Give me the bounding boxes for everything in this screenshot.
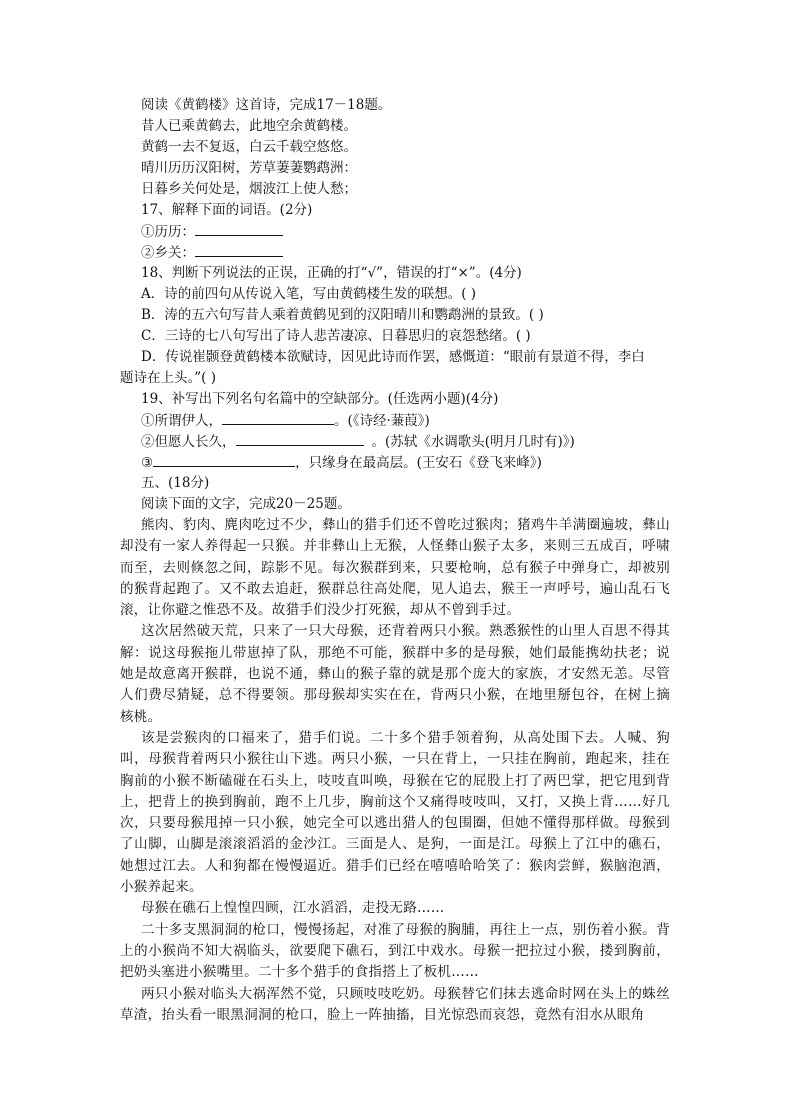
answer-blank[interactable]: [195, 221, 283, 236]
q17-item-2: [120, 242, 670, 263]
q19-item-2: [120, 431, 670, 452]
q18-option-c: C．三诗的七八句写出了诗人悲苦凄凉、日暮思归的哀怨愁绪。( ): [141, 328, 531, 344]
poem-line-4: 日暮乡关何处是，烟波江上使人愁；: [141, 181, 357, 197]
q18-option-d-line-1: D．传说崔颢登黄鹤楼本欲赋诗，因见此诗而作罢，感慨道：“眼前有景道不得，李白: [141, 349, 645, 365]
q19-stem: 19、补写出下列名句名篇中的空缺部分。(任选两小题)(4分): [141, 391, 499, 407]
q18-option-b: B．涛的五六句写昔人乘着黄鹤见到的汉阳晴川和鹦鹉洲的景致。( ): [141, 307, 544, 323]
answer-blank[interactable]: [236, 431, 364, 446]
passage-paragraph-5: 二十多支黑洞洞的枪口，慢慢扬起，对准了母猴的胸脯，再往上一点，别伤着小猴。背上的小猴尚不知大祸临头，欲要爬下礁石，到江中戏水。母猴一把拉过小猴，搂到胸前，把奶头塞进小猴嘴里。二十多个猎手的食指搭上了板机……: [120, 921, 670, 981]
q19-item-1: [120, 410, 670, 431]
q17-item-1: [120, 221, 670, 242]
passage-paragraph-4: 母猴在礁石上惶惶四顾，江水滔滔，走投无路……: [141, 900, 445, 917]
q19-item-3-post: ，只缘身在最高层。(王安石《登飞来峰》): [295, 455, 542, 471]
passage-paragraph-1: 熊肉、豹肉、麂肉吃过不少，彝山的猎手们还不曾吃过猴肉；猪鸡牛羊满圈遍坡，彝山却没有一家人养得起一只猴。并非彝山上无猴，人怪彝山猴子太多，来则三五成百，呼啸而至，去则倏忽之间，踪影不见。每次猴群到来，只要枪响，总有猴子中弹身亡，却被别的猴背起跑了。又不敢去追赶，猴群总往高处爬，见人追去，猴王一声呼号，遍山乱石飞滚，让你避之惟恐不及。故猎手们没少打死猴，却从不曾到手过。: [120, 517, 670, 619]
poem-intro: 阅读《黄鹤楼》这首诗，完成17－18题。: [141, 97, 392, 113]
q19-item-3: [120, 452, 670, 473]
q19-item-2-post: 。(苏轼《水调歌头(明月几时有)》): [371, 434, 575, 450]
q17-item-2-label: ②乡关：: [141, 245, 195, 261]
q18-option-d-line-2: 题诗在上头。”( ): [120, 370, 216, 386]
passage-paragraph-2: 这次居然破天荒，只来了一只大母猴，还背着两只小猴。熟悉猴性的山里人百思不得其解：说这母猴拖儿带崽掉了队，那绝不可能，猴群中多的是母猴，她们最能携幼扶老；说她是故意离开猴群，也说不通，彝山的猴子靠的就是那个庞大的家族，才安然无恙。尽管人们费尽猜疑，总不得要领。那母猴却实实在在，背两只小猴，在地里掰包谷，在树上摘核桃。: [120, 623, 670, 725]
poem-line-1: 昔人已乘黄鹤去，此地空余黄鹤楼。: [141, 118, 357, 134]
answer-blank[interactable]: [222, 410, 334, 425]
q19-item-2-pre: ②但愿人长久，: [141, 434, 236, 450]
answer-blank[interactable]: [153, 452, 295, 467]
q17-stem: 17、解释下面的词语。(2分): [141, 202, 313, 218]
answer-blank[interactable]: [195, 242, 283, 257]
passage-paragraph-3: 该是尝猴肉的口福来了，猎手们说。二十多个猎手领着狗，从高处围下去。人喊、狗叫，母猴背着两只小猴往山下逃。两只小猴，一只在背上，一只挂在胸前，跑起来，挂在胸前的小猴不断磕碰在石头上，吱吱直叫唤，母猴在它的屁股上打了两巴掌，把它甩到背上，把背上的换到胸前，跑不上几步，胸前这个又痛得吱吱叫，又打，又换上背……好几次，只要母猴甩掉一只小猴，她完全可以逃出猎人的包围圈，但她不懂得那样做。母猴到了山脚，山脚是滚滚滔滔的金沙江。三面是人、是狗，一面是江。母猴上了江中的礁石，她想过江去。人和狗都在慢慢逼近。猎手们已经在嘻嘻哈哈笑了：猴肉尝鲜，猴脑泡酒，小猴养起来。: [120, 729, 670, 896]
section-5-intro: 阅读下面的文字，完成20－25题。: [141, 496, 351, 512]
poem-line-3: 晴川历历汉阳树，芳草萋萋鹦鹉洲：: [141, 160, 357, 176]
q18-stem: 18、判断下列说法的正误，正确的打“√”，错误的打“×”。(4分): [141, 265, 522, 281]
q19-item-1-pre: ①所谓伊人，: [141, 413, 222, 429]
passage-paragraph-6: 两只小猴对临头大祸浑然不觉，只顾吱吱吃奶。母猴替它们抹去逃命时网在头上的蛛丝草渣，抬头看一眼黑洞洞的枪口，脸上一阵抽搐，目光惊恐而哀怨，竟然有泪水从眼角: [120, 985, 670, 1023]
q19-item-3-pre: ③: [141, 455, 154, 471]
q17-item-1-label: ①历历：: [141, 224, 195, 240]
poem-line-2: 黄鹤一去不复返，白云千载空悠悠。: [141, 139, 357, 155]
section-5-heading: 五、(18分): [141, 475, 210, 491]
q19-item-1-post: 。(《诗经·蒹葭》): [334, 413, 430, 429]
document-page: [120, 95, 670, 1026]
q18-option-a: A．诗的前四句从传说入笔，写由黄鹤楼生发的联想。( ): [141, 286, 477, 302]
